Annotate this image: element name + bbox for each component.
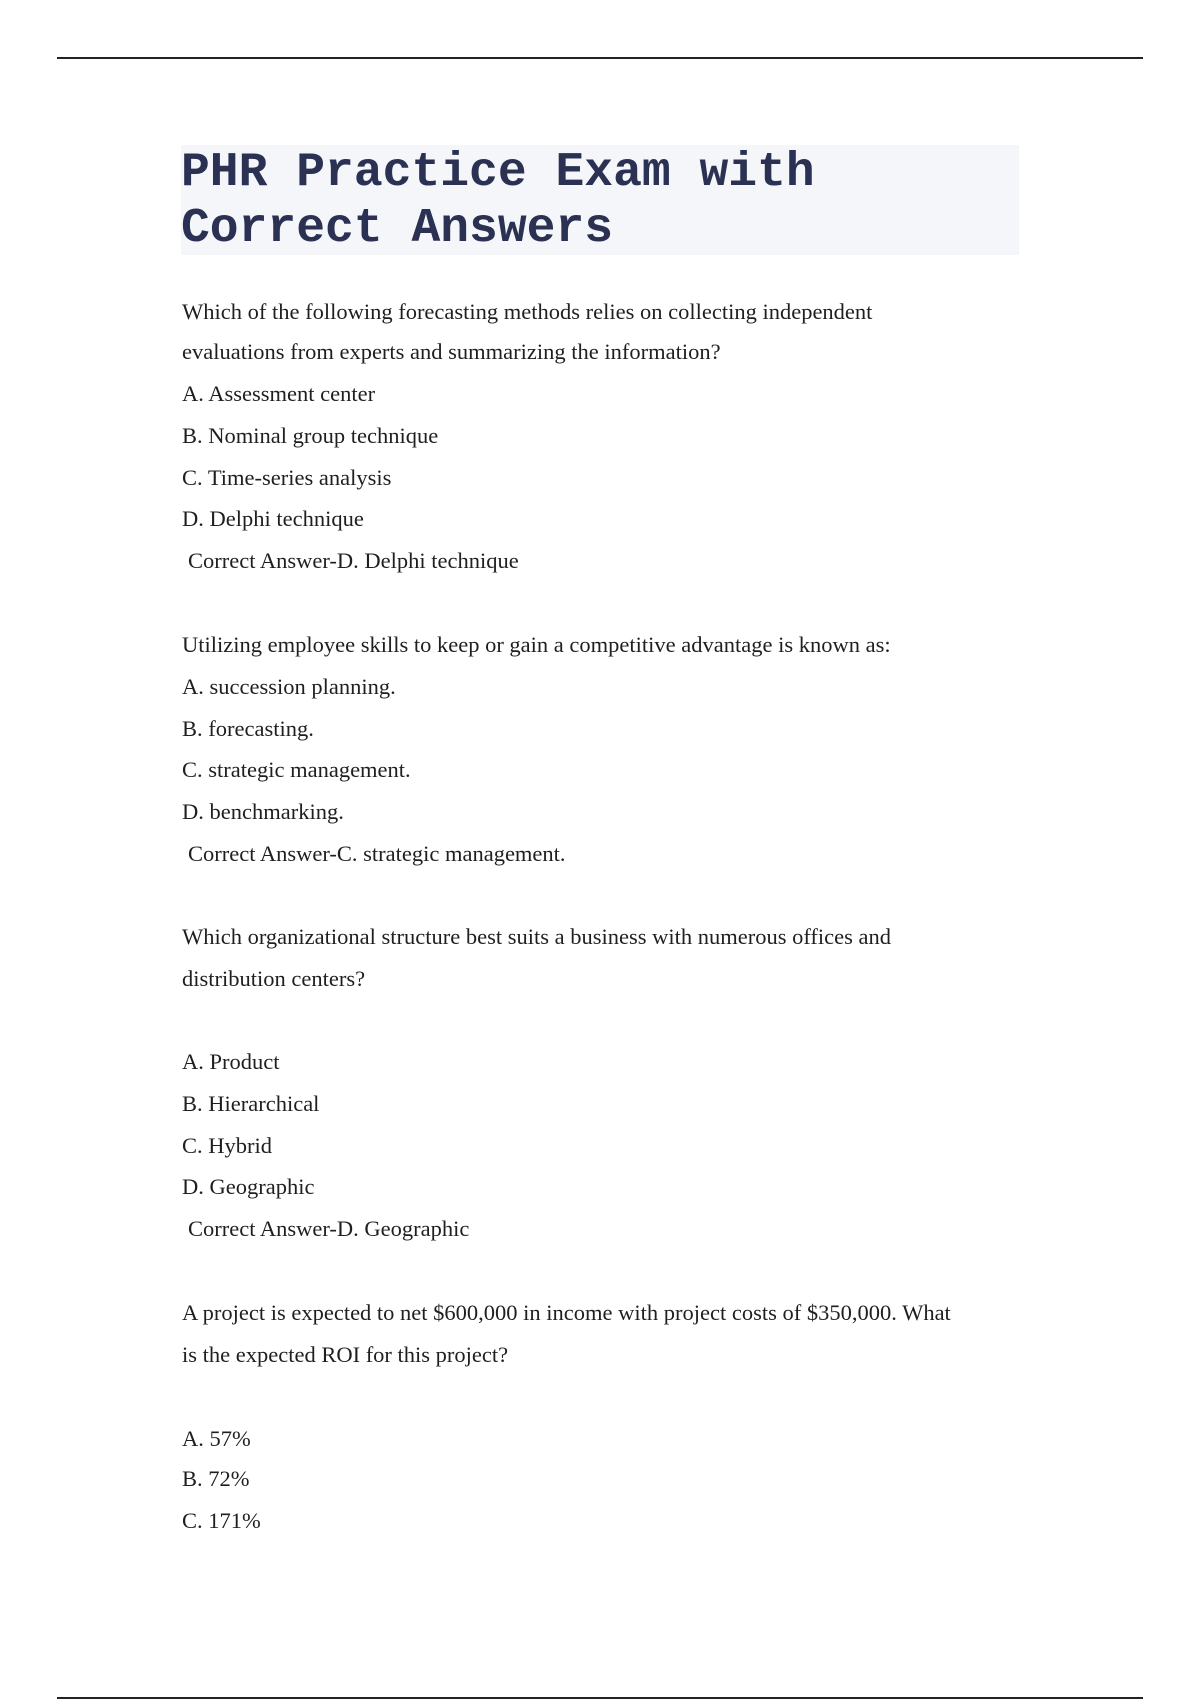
question-2-correct-answer: Correct Answer-C. strategic management. [188, 841, 566, 866]
question-3-option-a: A. Product [182, 1049, 280, 1074]
question-3-stem-line-1: Which organizational structure best suits a business with numerous offices and [182, 924, 892, 949]
question-2-option-a: A. succession planning. [182, 674, 396, 699]
question-2-option-b: B. forecasting. [182, 716, 314, 741]
question-1-stem-line-1: Which of the following forecasting methods relies on collecting independent [182, 299, 873, 324]
question-4-option-b: B. 72% [182, 1466, 250, 1491]
question-4-option-a: A. 57% [182, 1426, 251, 1451]
question-4-option-c: C. 171% [182, 1508, 261, 1533]
question-4-stem-line-1: A project is expected to net $600,000 in income with project costs of $350,000. What [182, 1300, 951, 1325]
question-1-option-c: C. Time-series analysis [182, 465, 392, 490]
question-2-option-c: C. strategic management. [182, 757, 411, 782]
page-bottom-rule [57, 1697, 1143, 1699]
page-top-rule [57, 57, 1143, 59]
question-1-stem-line-2: evaluations from experts and summarizing the information? [182, 339, 721, 364]
document-title-line-1: PHR Practice Exam with [181, 146, 815, 200]
question-3-option-d: D. Geographic [182, 1174, 315, 1199]
question-3-option-c: C. Hybrid [182, 1133, 272, 1158]
question-1-option-a: A. Assessment center [182, 381, 376, 406]
question-1-option-d: D. Delphi technique [182, 506, 364, 531]
question-3-option-b: B. Hierarchical [182, 1091, 320, 1116]
question-3-correct-answer: Correct Answer-D. Geographic [188, 1216, 470, 1241]
question-1-option-b: B. Nominal group technique [182, 423, 439, 448]
document-title-block [181, 145, 1019, 255]
question-4-stem-line-2: is the expected ROI for this project? [182, 1342, 509, 1367]
document-title-line-2: Correct Answers [181, 202, 614, 256]
question-1-correct-answer: Correct Answer-D. Delphi technique [188, 548, 519, 573]
question-3-stem-line-2: distribution centers? [182, 966, 366, 991]
question-2-option-d: D. benchmarking. [182, 799, 344, 824]
question-2-stem-line-1: Utilizing employee skills to keep or gain a competitive advantage is known as: [182, 632, 891, 657]
